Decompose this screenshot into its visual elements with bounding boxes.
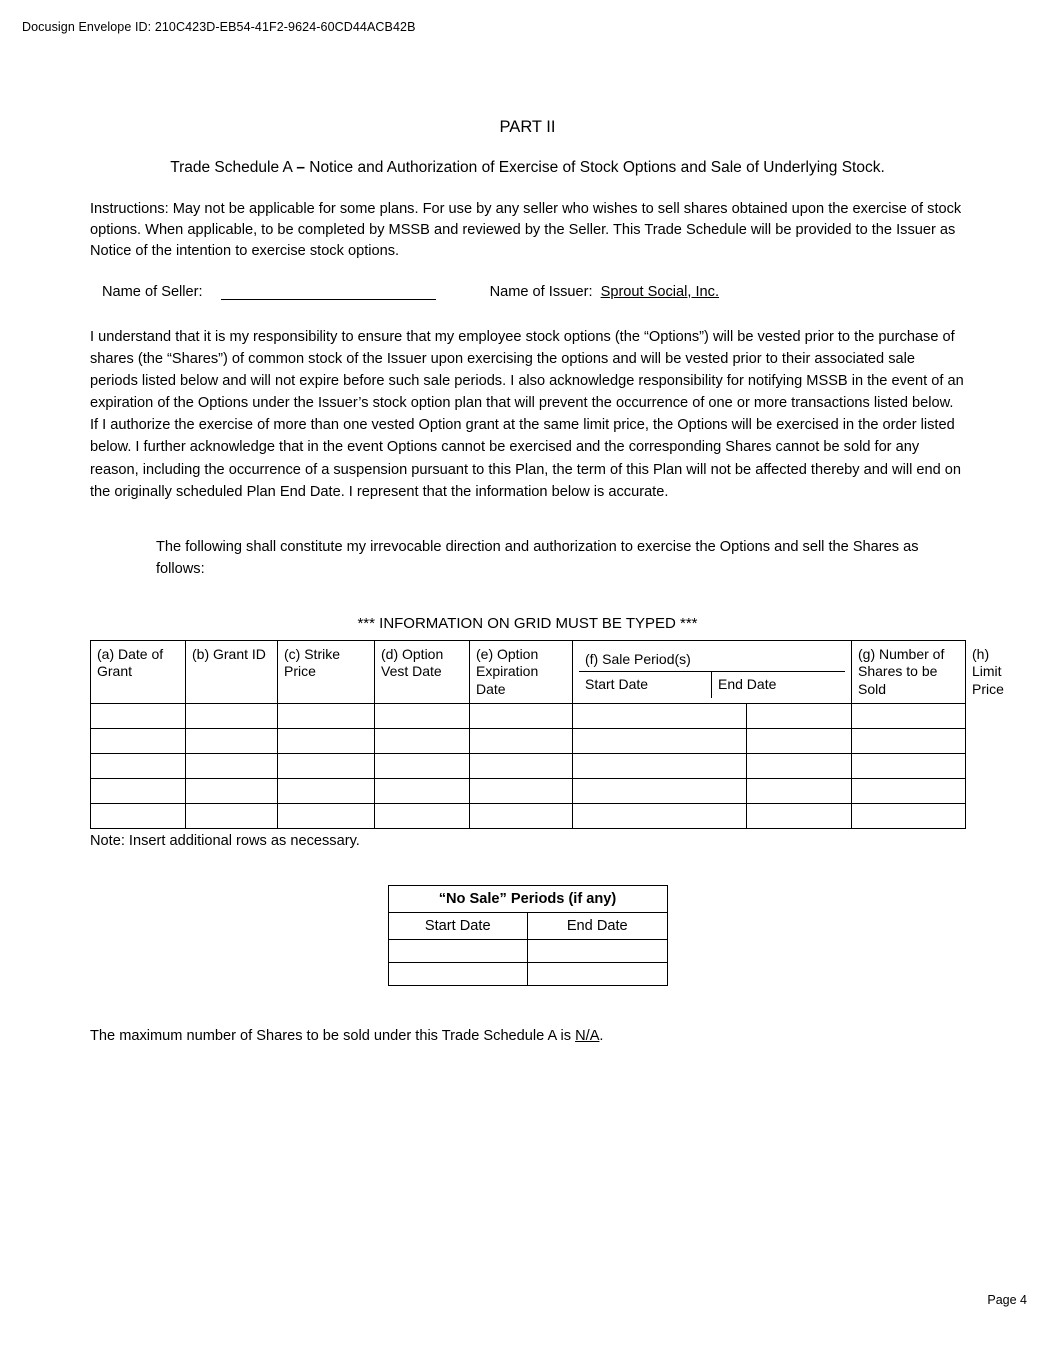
table-row [388, 940, 667, 963]
subtitle-prefix: Trade Schedule A [170, 159, 297, 176]
grid-cell[interactable] [573, 729, 747, 754]
grid-cell[interactable] [470, 729, 573, 754]
trade-schedule-grid [90, 640, 1004, 830]
no-sale-header-start-date: Start Date [388, 913, 528, 940]
grid-cell[interactable] [470, 779, 573, 804]
grid-cell[interactable] [747, 804, 852, 829]
docusign-envelope-id: Docusign Envelope ID: 210C423D-EB54-41F2-9624-60CD44ACB42B [22, 20, 416, 34]
grid-cell[interactable] [852, 704, 966, 729]
grid-cell[interactable] [573, 754, 747, 779]
grid-header-sale-periods [573, 640, 852, 704]
grid-header-row: (a) Date of Grant (b) Grant ID (c) Strike Price (d) Option Vest Date (e) Option Expiration Date (f) Sale Period(s) Start Date End Date (g) Number of Shares to be Sold (h) Limit Price [91, 640, 966, 704]
grid-cell[interactable] [186, 754, 278, 779]
grid-cell[interactable] [278, 779, 375, 804]
grid-header-date-of-grant: (a) Date of Grant [91, 640, 186, 704]
instructions-paragraph: Instructions: May not be applicable for some plans. For use by any seller who wishes to sell shares obtained upon the exercise of stock options. When applicable, to be completed by MSSB and reviewed by the Seller. This Trade Schedule will be provided to the Issuer as Notice of the intention to exercise stock options. [90, 201, 962, 259]
grid-cell[interactable] [747, 704, 852, 729]
note-additional-rows: Note: Insert additional rows as necessary. [90, 833, 360, 850]
issuer-label: Name of Issuer: [489, 283, 593, 300]
no-sale-title: “No Sale” Periods (if any) [388, 886, 667, 913]
grid-cell[interactable] [573, 804, 747, 829]
no-sale-cell[interactable] [388, 940, 528, 963]
grid-header-option-expiration-date: (e) Option Expiration Date [470, 640, 573, 704]
grid-cell[interactable] [470, 804, 573, 829]
max-shares-statement [90, 1028, 965, 1044]
grid-cell[interactable] [470, 754, 573, 779]
page-title: PART II [499, 118, 556, 136]
grid-cell[interactable] [278, 754, 375, 779]
grid-cell[interactable] [186, 704, 278, 729]
grid-cell[interactable] [573, 779, 747, 804]
grid-cell[interactable] [91, 729, 186, 754]
grid-cell[interactable] [91, 754, 186, 779]
grid-cell[interactable] [375, 704, 470, 729]
grid-header-number-of-shares: (g) Number of Shares to be Sold [852, 640, 966, 704]
table-row [91, 729, 966, 754]
grid-cell[interactable] [278, 704, 375, 729]
table-row [91, 779, 966, 804]
direction-paragraph: The following shall constitute my irrevocable direction and authorization to exercise the Options and sell the Shares as follows: [156, 538, 919, 577]
grid-cell[interactable] [747, 754, 852, 779]
no-sale-cell[interactable] [528, 940, 668, 963]
subtitle-rest: Notice and Authorization of Exercise of Stock Options and Sale of Underlying Stock [304, 159, 881, 176]
subtitle-period: . [880, 159, 885, 176]
grid-cell[interactable] [375, 779, 470, 804]
grid-cell[interactable] [470, 704, 573, 729]
seller-label: Name of Seller: [102, 283, 203, 300]
max-shares-suffix: . [599, 1028, 604, 1045]
document-content [90, 118, 1004, 1045]
grid-cell[interactable] [852, 754, 966, 779]
no-sale-header-end-date: End Date [528, 913, 668, 940]
grid-cell[interactable] [852, 804, 966, 829]
name-row [90, 284, 965, 300]
no-sale-header-row [388, 913, 667, 940]
grid-cell[interactable] [186, 779, 278, 804]
no-sale-cell[interactable] [528, 963, 668, 986]
grid-cell[interactable] [91, 704, 186, 729]
acknowledgement-paragraph: I understand that it is my responsibility to ensure that my employee stock options (the “Options”) will be vested prior to the purchase of shares (the “Shares”) of common stock of the Issuer upon exercising the options and will be vested prior to their associated sale periods listed below and will not expire before such sale periods. I also acknowledge responsibility for notifying MSSB in the event of an expiration of the Options under the Issuer’s stock option plan that will prevent the occurrence of one or more transactions listed below. If I authorize the exercise of more than one vested Option grant at the same limit price, the Options will be exercised in the order listed below. I further acknowledge that in the event Options cannot be exercised and the corresponding Shares cannot be sold for any reason, including the occurrence of a suspension pursuant to this Plan, the term of this Plan will not be affected thereby and will end on the originally scheduled Plan End Date. I represent that the information below is accurate. [90, 328, 964, 500]
grid-cell[interactable] [91, 779, 186, 804]
grid-cell[interactable] [747, 729, 852, 754]
grid-header-option-vest-date: (d) Option Vest Date [375, 640, 470, 704]
grid-cell[interactable] [278, 804, 375, 829]
grid-header-sale-periods-sub [579, 672, 845, 698]
max-shares-prefix: The maximum number of Shares to be sold under this Trade Schedule A is [90, 1028, 576, 1045]
grid-cell[interactable] [375, 729, 470, 754]
grid-cell[interactable] [747, 779, 852, 804]
issuer-value: Sprout Social, Inc. [600, 283, 720, 300]
no-sale-title-row [388, 886, 667, 913]
grid-cell[interactable] [278, 729, 375, 754]
grid-cell[interactable] [375, 804, 470, 829]
table-row [91, 804, 966, 829]
document-subtitle [90, 159, 965, 177]
grid-header-grant-id: (b) Grant ID [186, 640, 278, 704]
no-sale-cell[interactable] [388, 963, 528, 986]
grid-cell[interactable] [186, 804, 278, 829]
grid-typed-notice: *** INFORMATION ON GRID MUST BE TYPED *** [357, 614, 698, 632]
grid-header-sale-periods-label: (f) Sale Period(s) [579, 646, 845, 673]
grid-cell[interactable] [91, 804, 186, 829]
page-number: Page 4 [987, 1293, 1027, 1307]
grid-cell[interactable] [573, 704, 747, 729]
seller-name-field[interactable] [221, 284, 436, 300]
table-row [388, 963, 667, 986]
grid-header-end-date: End Date [718, 676, 777, 693]
grid-header-strike-price: (c) Strike Price [278, 640, 375, 704]
grid-cell[interactable] [852, 729, 966, 754]
max-shares-value: N/A [575, 1028, 600, 1045]
no-sale-periods-table [388, 885, 668, 986]
grid-cell[interactable] [375, 754, 470, 779]
subtitle-dash: – [296, 159, 305, 176]
table-row [91, 704, 966, 729]
grid-cell[interactable] [186, 729, 278, 754]
grid-header-start-date: Start Date [579, 672, 712, 698]
grid-cell[interactable] [852, 779, 966, 804]
table-row [91, 754, 966, 779]
